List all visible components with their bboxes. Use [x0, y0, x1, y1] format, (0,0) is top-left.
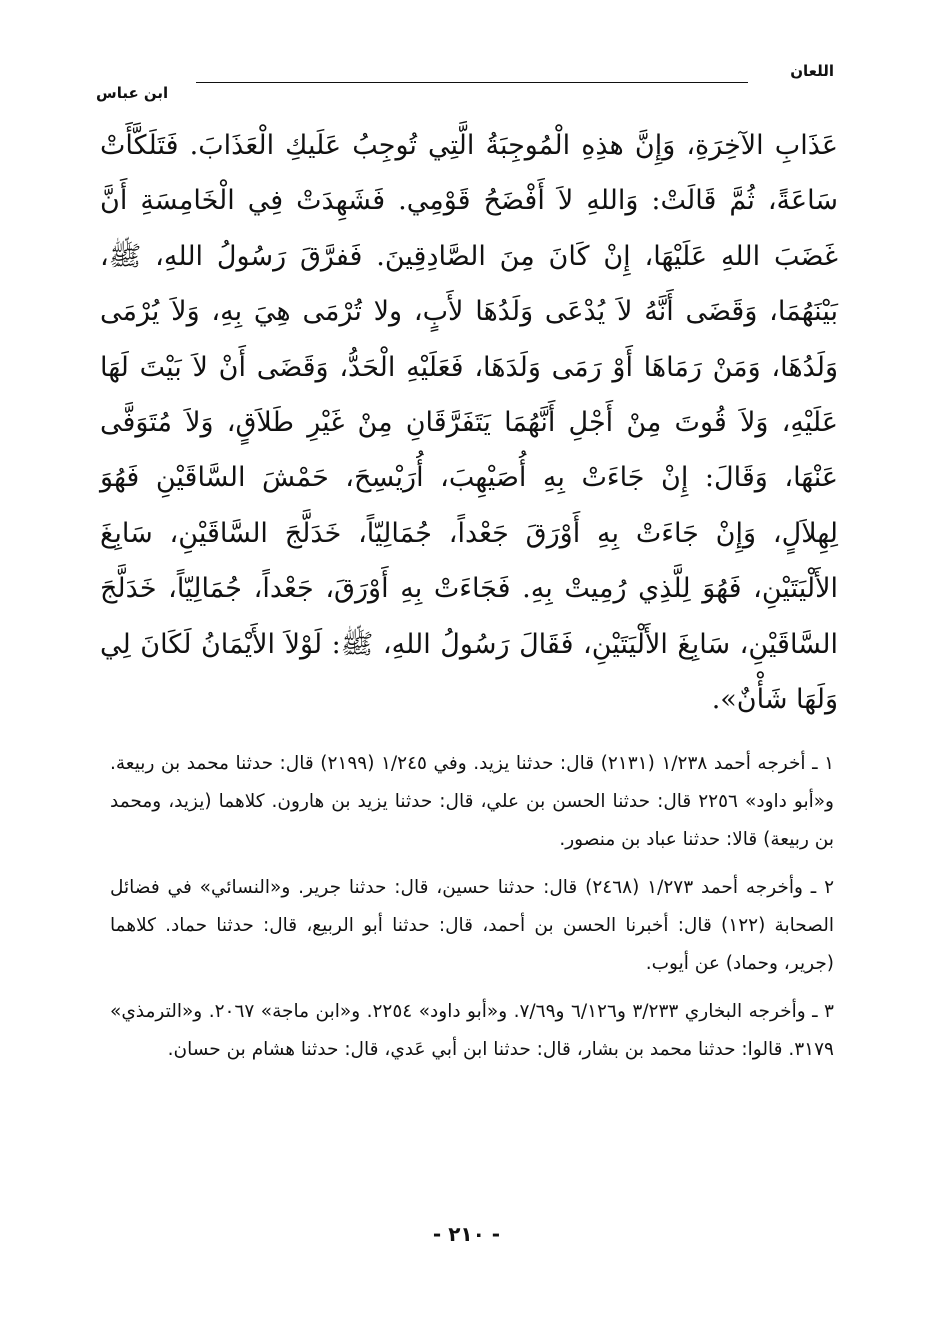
- footnote-1: ١ ـ أخرجه أحمد ١/٢٣٨ (٢١٣١) قال: حدثنا يزيد. وفي ١/٢٤٥ (٢١٩٩) قال: حدثنا محمد بن ربيعة. و«أبو داود» ٢٢٥٦ قال: حدثنا الحسن بن علي، قال: حدثنا يزيد بن هارون. كلاهما (يزيد، ومحمد بن ربيعة) قالا: حدثنا عباد بن منصور.: [110, 753, 834, 850]
- footnote-3: ٣ ـ وأخرجه البخاري ٣/٢٣٣ و٦/١٢٦ و٧/٦٩. و«أبو داود» ٢٢٥٤. و«ابن ماجة» ٢٠٦٧. و«الترمذي» ٣١٧٩. قالوا: حدثنا محمد بن بشار، قال: حدثنا ابن أبي عَدي، قال: حدثنا هشام بن حسان.: [110, 1001, 834, 1060]
- header-rule: [196, 82, 748, 83]
- hadith-text: عَذَابِ الآخِرَةِ، وَإِنَّ هذِهِ الْمُوجِبَةُ الَّتِي تُوجِبُ عَلَيكِ الْعَذَابَ. فَتَلَكَّأَتْ سَاعَةً، ثُمَّ قَالَتْ: وَاللهِ لاَ أَفْضَحُ قَوْمِي. فَشَهِدَتْ فِي الْخَامِسَةِ أَنَّ غَضَبَ اللهِ عَلَيْهَا، إِنْ كَانَ مِنَ الصَّادِقِينَ. فَفرَّقَ رَسُولُ اللهِ، ﷺ، بَيْنَهُمَا، وَقَضَى أَنَّهُ لاَ يُدْعَى وَلَدُهَا لأَبٍ، ولا تُرْمَى هِيَ بِهِ، وَلاَ يُرْمَى وَلَدُهَا، وَمَنْ رَمَاهَا أَوْ رَمَى وَلَدَهَا، فَعَلَيْهِ الْحَدُّ، وَقَضَى أَنْ لاَ بَيْتَ لَهَا عَلَيْهِ، وَلاَ قُوتَ مِنْ أَجْلِ أَنَّهُمَا يَتَفَرَّقَانِ مِنْ غَيْرِ طَلاَقٍ، وَلاَ مُتَوَفَّى عَنْهَا، وَقَالَ: إِنْ جَاءَتْ بِهِ أُصَيْهِبَ، أُرَيْسِحَ، حَمْشَ السَّاقَيْنِ فَهُوَ لِهِلاَلٍ، وَإِنْ جَاءَتْ بِهِ أَوْرَقَ جَعْداً، جُمَالِيّاً، خَدَلَّجَ السَّاقَيْنِ، سَابِغَ الأَلْيَتَيْنِ، فَهُوَ لِلَّذِي رُمِيتْ بِهِ. فَجَاءَتْ بِهِ أَوْرَقَ، جَعْداً، جُمَالِيّاً، خَدَلَّجَ السَّاقَيْنِ، سَابِغَ الأَلْيَتَيْنِ، فَقَالَ رَسُولُ اللهِ، ﷺ: لَوْلاَ الأَيْمَانُ لَكَانَ لِي وَلَهَا شَأْنٌ».: [100, 130, 838, 716]
- footnotes: [110, 745, 834, 1079]
- running-header: [96, 62, 834, 108]
- footnote-2: ٢ ـ وأخرجه أحمد ١/٢٧٣ (٢٤٦٨) قال: حدثنا حسين، قال: حدثنا جرير. و«النسائي» في فضائل الصحابة (١٢٢) قال: أخبرنا الحسن بن أحمد، قال: حدثنا أبو الربيع، قال: حدثنا حماد. كلاهما (جرير، وحماد) عن أيوب.: [110, 877, 834, 974]
- narrator-name: ابن عباس: [96, 84, 169, 102]
- page-number: - ٢١٠ -: [432, 1222, 501, 1246]
- chapter-title: اللعان: [790, 62, 834, 80]
